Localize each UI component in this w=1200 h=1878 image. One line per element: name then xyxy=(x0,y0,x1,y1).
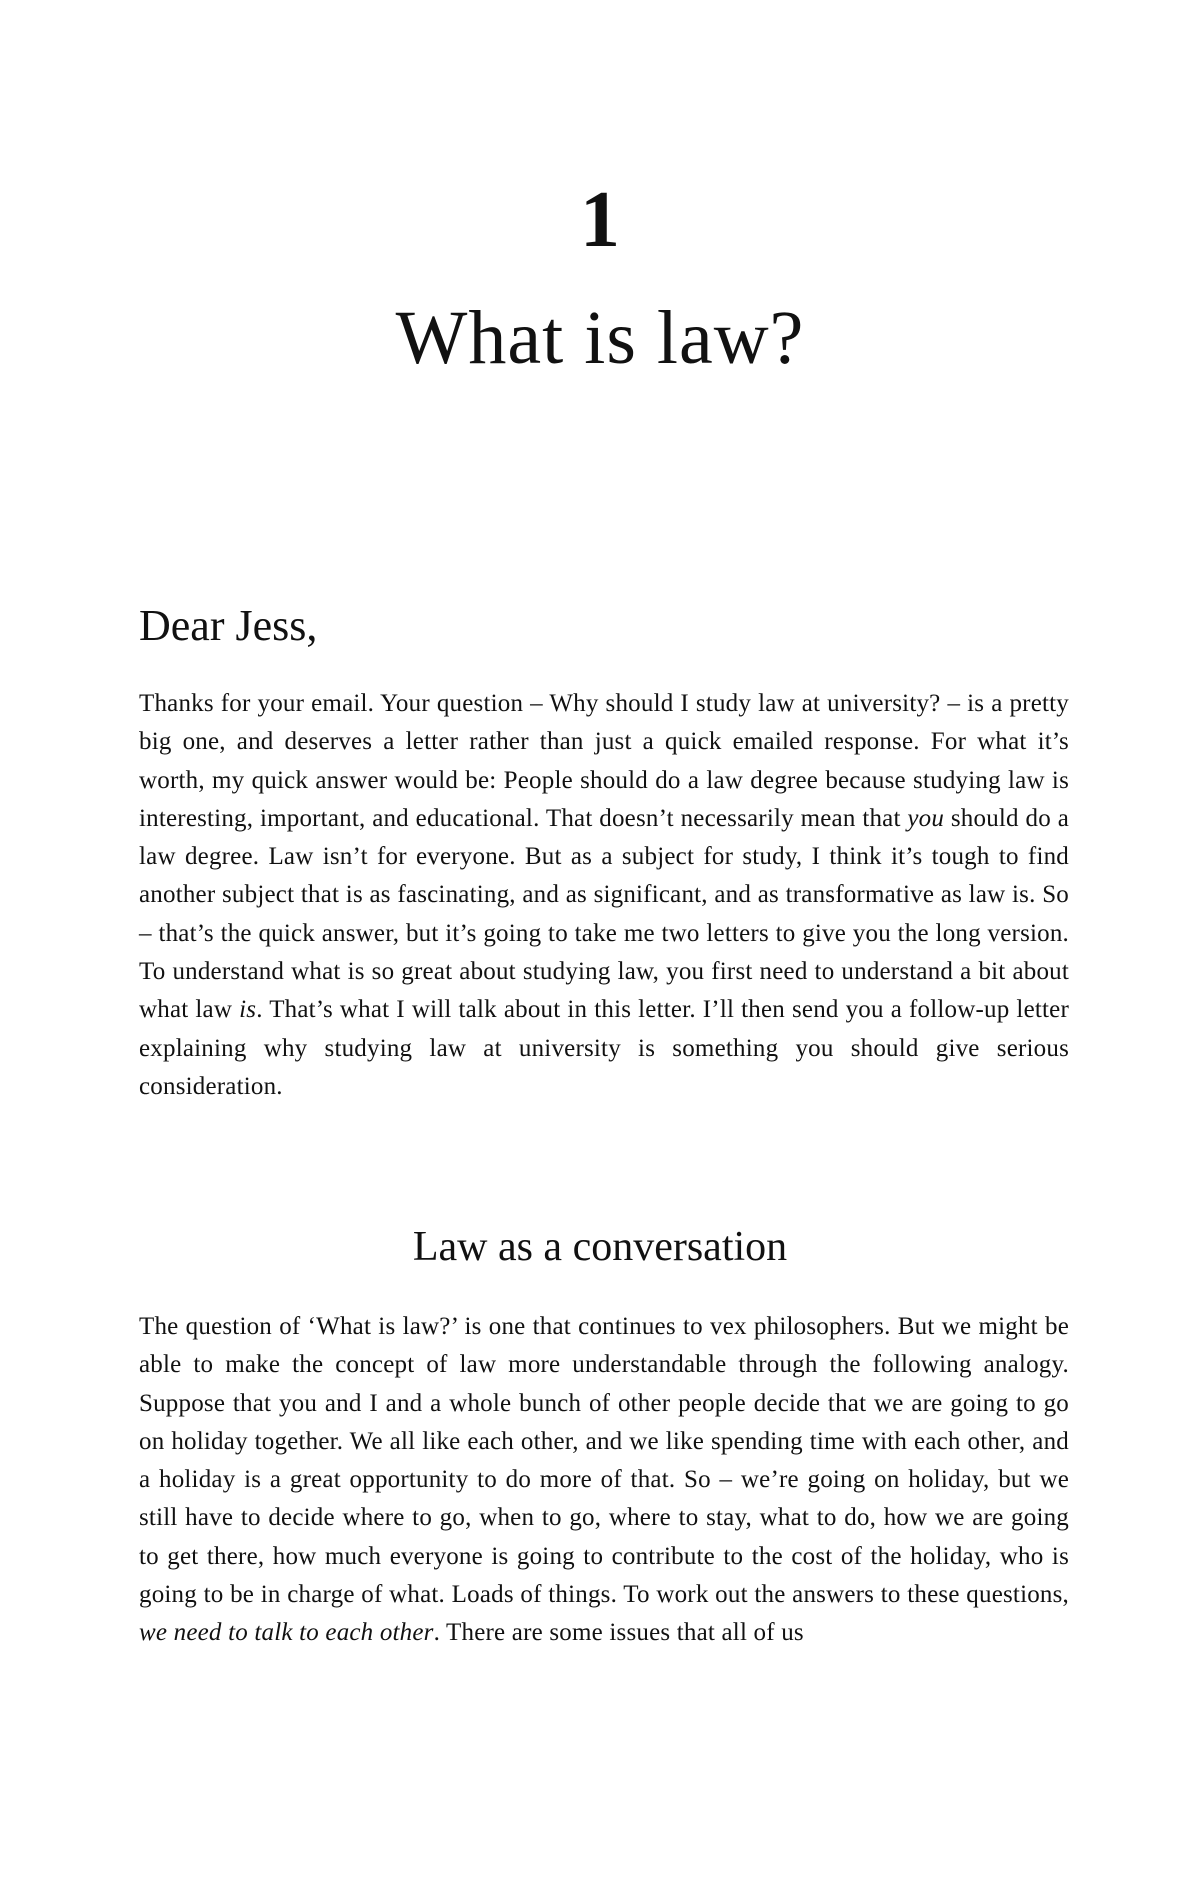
emphasis-text: we need to talk to each other xyxy=(139,1619,434,1647)
emphasis-text: is xyxy=(239,996,257,1024)
section-paragraph xyxy=(139,1308,1069,1653)
letter-salutation: Dear Jess, xyxy=(139,601,318,650)
text-run: . That’s what I will talk about in this letter. I’ll then send you a follow-up letter explaining why studying law at university is something you should give serious consideration. xyxy=(139,996,1069,1100)
letter-paragraph xyxy=(139,685,1069,1106)
text-run: should do a law degree. Law isn’t for everyone. But as a subject for study, I think it’s tough to find another subject that is as fascinating, and as significant, and as transformative as law is. So – that’s the quick answer, but it’s going to take me two letters to give you the long version. To understand what is so great about studying law, you first need to understand a bit about what law xyxy=(139,804,1069,1024)
section-heading: Law as a conversation xyxy=(412,1224,788,1270)
chapter-number: 1 xyxy=(580,176,620,264)
text-run: The question of ‘What is law?’ is one that continues to vex philosophers. But we might be able to make the concept of law more understandable through the following analogy. Suppose that you and I and a whole bunch of other people decide that we are going to go on holiday together. We all like each other, and we like spending time with each other, and a holiday is a great opportunity to do more of that. So – we’re going on holiday, but we still have to decide where to go, when to go, where to stay, what to do, how we are going to get there, how much everyone is going to contribute to the cost of the holiday, who is going to be in charge of what. Loads of things. To work out the answers to these questions, xyxy=(139,1313,1069,1609)
text-run: Thanks for your email. Your question – Why should I study law at university? – is a pretty big one, and deserves a letter rather than just a quick emailed response. For what it’s worth, my quick answer would be: People should do a law degree because studying law is interesting, important, and educational. That doesn’t necessarily mean that xyxy=(139,690,1069,832)
chapter-title: What is law? xyxy=(395,296,805,380)
emphasis-text: you xyxy=(907,804,945,832)
text-run: . There are some issues that all of us xyxy=(433,1619,804,1647)
